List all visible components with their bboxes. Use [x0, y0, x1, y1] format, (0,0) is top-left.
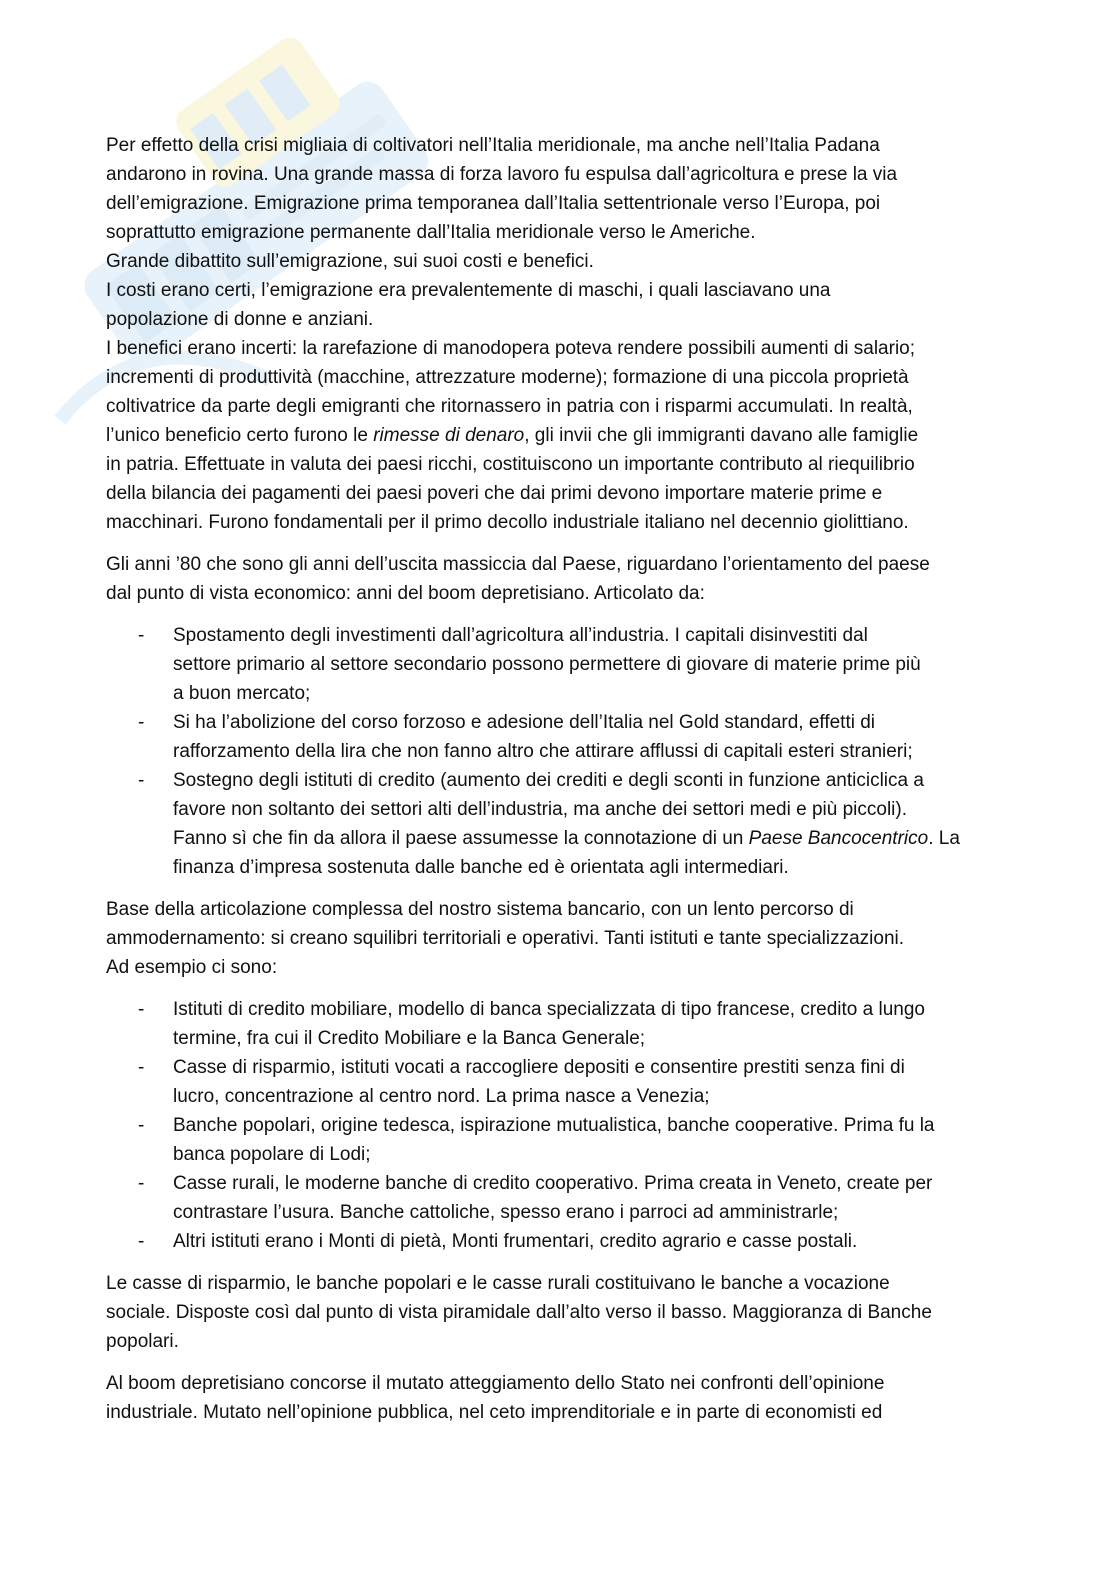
text-line: industriale. Mutato nell’opinione pubblica, nel ceto imprenditoriale e in parte di economisti ed [106, 1402, 883, 1423]
dash-bullet: - [138, 1173, 145, 1194]
italic-term: rimesse di denaro [373, 425, 525, 446]
paragraph-banking-system [106, 895, 1011, 982]
text-line: andarono in rovina. Una grande massa di forza lavoro fu espulsa dall’agricoltura e prese la via [106, 164, 898, 185]
text-line: I costi erano certi, l’emigrazione era prevalentemente di maschi, i quali lasciavano una [106, 280, 831, 301]
text-line: Casse rurali, le moderne banche di credito cooperativo. Prima creata in Veneto, create per [173, 1173, 933, 1194]
text-line: banca popolare di Lodi; [173, 1144, 371, 1165]
text-line: Banche popolari, origine tedesca, ispirazione mutualistica, banche cooperative. Prima fu la [173, 1115, 935, 1136]
text-line: Grande dibattito sull’emigrazione, sui suoi costi e benefici. [106, 251, 594, 272]
text-line: Ad esempio ci sono: [106, 957, 278, 978]
text-line: Le casse di risparmio, le banche popolari e le casse rurali costituivano le banche a vocazione [106, 1273, 890, 1294]
text-line: termine, fra cui il Credito Mobiliare e la Banca Generale; [173, 1028, 646, 1049]
text-line: settore primario al settore secondario possono permettere di giovare di materie prime più [173, 654, 921, 675]
text-line: dell’emigrazione. Emigrazione prima temporanea dall’Italia settentrionale verso l’Europa, poi [106, 193, 881, 214]
text-line: ammodernamento: si creano squilibri territoriali e operativi. Tanti istituti e tante specializzazioni. [106, 928, 905, 949]
text-segment: , gli invii che gli immigranti davano alle famiglie [524, 425, 919, 446]
text-line [106, 421, 1011, 450]
list-item [106, 1111, 1011, 1169]
text-line: Casse di risparmio, istituti vocati a raccogliere depositi e consentire prestiti senza fini di [173, 1057, 905, 1078]
paragraph-boom-depretisiano [106, 550, 1011, 608]
text-line: incrementi di produttività (macchine, attrezzature moderne); formazione di una piccola proprietà [106, 367, 909, 388]
dash-bullet: - [138, 625, 145, 646]
text-line: popolari. [106, 1331, 179, 1352]
text-line: finanza d’impresa sostenuta dalle banche ed è orientata agli intermediari. [173, 857, 789, 878]
boom-factors-list [106, 621, 1011, 882]
dash-bullet: - [138, 1231, 145, 1252]
text-line: Base della articolazione complessa del nostro sistema bancario, con un lento percorso di [106, 899, 854, 920]
list-item [106, 1227, 1011, 1256]
text-line: rafforzamento della lira che non fanno altro che attirare afflussi di capitali esteri stranieri; [173, 741, 913, 762]
text-line: Sostegno degli istituti di credito (aumento dei crediti e degli sconti in funzione anticiclica a [173, 770, 924, 791]
text-line: sociale. Disposte così dal punto di vista piramidale dall’alto verso il basso. Maggioranza di Banche [106, 1302, 932, 1323]
text-line: macchinari. Furono fondamentali per il primo decollo industriale italiano nel decennio giolittiano. [106, 512, 909, 533]
text-line [173, 824, 1011, 853]
text-line: I benefici erano incerti: la rarefazione di manodopera poteva rendere possibili aumenti di salario; [106, 338, 916, 359]
text-segment: l’unico beneficio certo furono le [106, 425, 374, 446]
text-line: Spostamento degli investimenti dall’agricoltura all’industria. I capitali disinvestiti dal [173, 625, 868, 646]
dash-bullet: - [138, 1057, 145, 1078]
paragraph-emigration [106, 131, 1011, 537]
text-line: Si ha l’abolizione del corso forzoso e adesione dell’Italia nel Gold standard, effetti di [173, 712, 876, 733]
text-line: Al boom depretisiano concorse il mutato atteggiamento dello Stato nei confronti dell’opinione [106, 1373, 885, 1394]
document-body [106, 131, 1011, 1440]
text-line: soprattutto emigrazione permanente dall’Italia meridionale verso le Americhe. [106, 222, 756, 243]
list-item [106, 1169, 1011, 1227]
paragraph-social-banks [106, 1269, 1011, 1356]
list-item [106, 766, 1011, 882]
text-line: della bilancia dei pagamenti dei paesi poveri che dai primi devono importare materie prime e [106, 483, 883, 504]
text-line: dal punto di vista economico: anni del boom depretisiano. Articolato da: [106, 583, 705, 604]
list-item [106, 708, 1011, 766]
list-item [106, 621, 1011, 708]
text-line: Gli anni ’80 che sono gli anni dell’uscita massiccia dal Paese, riguardano l’orientamento del paese [106, 554, 930, 575]
text-segment: . La [928, 828, 960, 849]
list-item [106, 1053, 1011, 1111]
text-line: Istituti di credito mobiliare, modello di banca specializzata di tipo francese, credito a lungo [173, 999, 925, 1020]
dash-bullet: - [138, 770, 145, 791]
text-line: a buon mercato; [173, 683, 311, 704]
text-line: favore non soltanto dei settori alti dell’industria, ma anche dei settori medi e più piccoli). [173, 799, 907, 820]
dash-bullet: - [138, 712, 145, 733]
text-line: coltivatrice da parte degli emigranti che ritornassero in patria con i risparmi accumulati. In realtà, [106, 396, 913, 417]
text-segment: Fanno sì che fin da allora il paese assumesse la connotazione di un [173, 828, 749, 849]
text-line: in patria. Effettuate in valuta dei paesi ricchi, costituiscono un importante contributo al riequilibrio [106, 454, 915, 475]
bank-types-list [106, 995, 1011, 1256]
paragraph-state-attitude [106, 1369, 1011, 1427]
list-item [106, 995, 1011, 1053]
text-line: popolazione di donne e anziani. [106, 309, 374, 330]
dash-bullet: - [138, 999, 145, 1020]
text-line: Altri istituti erano i Monti di pietà, Monti frumentari, credito agrario e casse postali. [173, 1231, 858, 1252]
text-line: lucro, concentrazione al centro nord. La prima nasce a Venezia; [173, 1086, 710, 1107]
dash-bullet: - [138, 1115, 145, 1136]
italic-term: Paese Bancocentrico [748, 828, 929, 849]
text-line: contrastare l’usura. Banche cattoliche, spesso erano i parroci ad amministrarle; [173, 1202, 839, 1223]
text-line: Per effetto della crisi migliaia di coltivatori nell’Italia meridionale, ma anche nell’Italia Padana [106, 135, 880, 156]
